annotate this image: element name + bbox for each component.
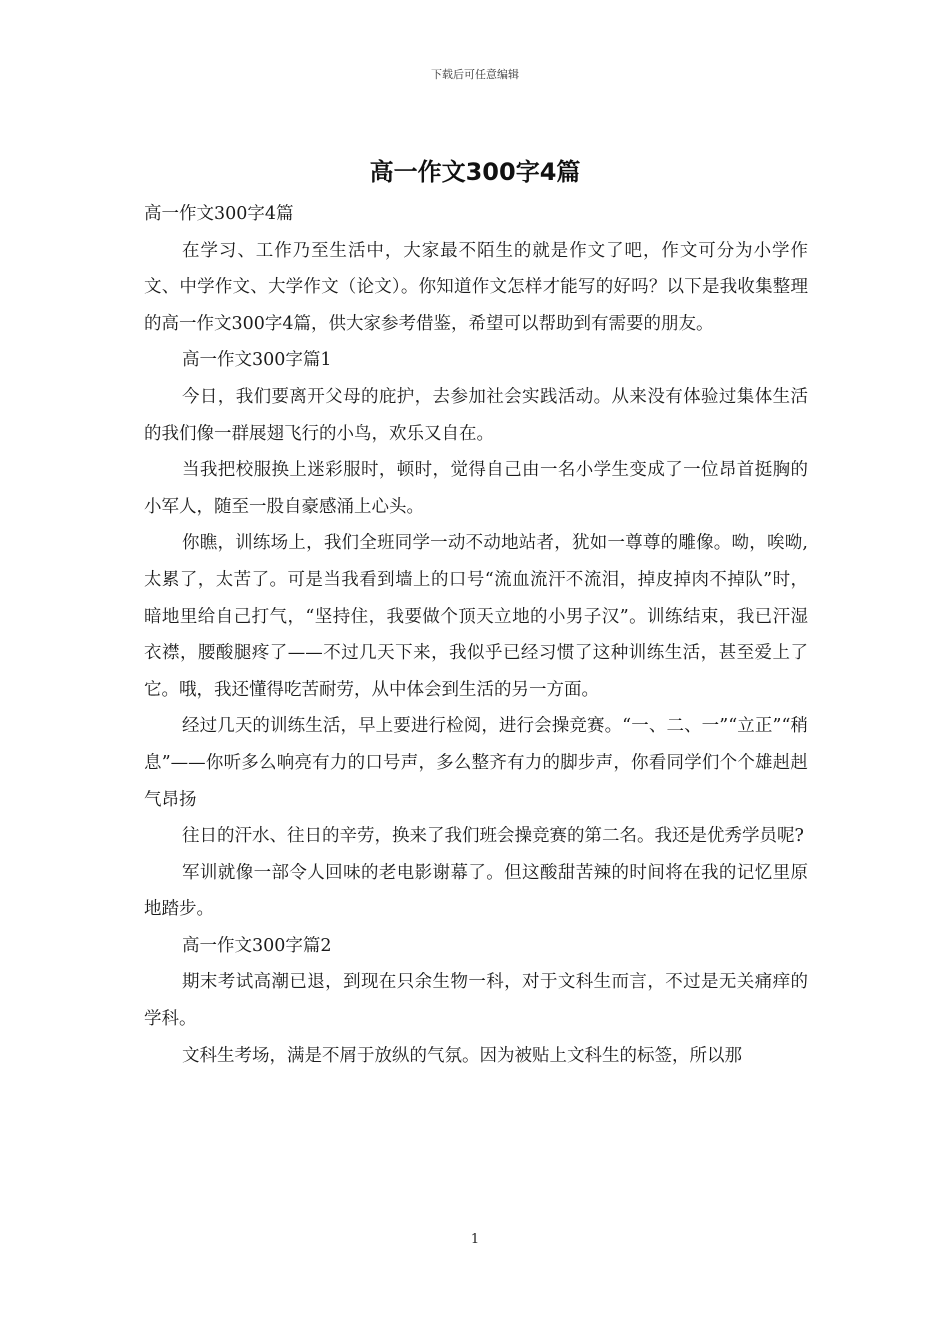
section-heading-2: 高一作文300字篇2 xyxy=(182,935,332,956)
body-paragraph: 军训就像一部令人回味的老电影谢幕了。但这酸甜苦辣的时间将在我的记忆里原地踏步。 xyxy=(144,862,808,920)
section-heading-1: 高一作文300字篇1 xyxy=(182,350,332,371)
body-paragraph: 文科生考场，满是不屑于放纵的气氛。因为被贴上文科生的标签，所以那 xyxy=(182,1045,742,1066)
body-paragraph: 期末考试高潮已退，到现在只余生物一科，对于文科生而言，不过是无关痛痒的学科。 xyxy=(144,972,808,1030)
subtitle-paragraph: 高一作文300字4篇 xyxy=(144,204,294,224)
document-title: 高一作文300字4篇 xyxy=(369,158,581,186)
body-paragraph: 经过几天的训练生活，早上要进行检阅，进行会操竞赛。“一、二、一”“立正”“稍息”——你听多么响亮有力的口号声，多么整齐有力的脚步声，你看同学们个个雄赳赳气昂扬 xyxy=(144,716,808,810)
document-body xyxy=(144,196,808,1074)
body-paragraph: 往日的汗水、往日的辛劳，换来了我们班会操竞赛的第二名。我还是优秀学员呢? xyxy=(182,826,804,847)
body-paragraph: 今日，我们要离开父母的庇护，去参加社会实践活动。从来没有体验过集体生活的我们像一群展翅飞行的小鸟，欢乐又自在。 xyxy=(144,386,808,444)
page-header: 下载后可任意编辑 xyxy=(431,68,519,81)
intro-paragraph: 在学习、工作乃至生活中，大家最不陌生的就是作文了吧，作文可分为小学作文、中学作文、大学作文（论文）。你知道作文怎样才能写的好吗？以下是我收集整理的高一作文300字4篇，供大家参考借鉴，希望可以帮助到有需要的朋友。 xyxy=(144,240,808,334)
page-number: 1 xyxy=(470,1232,480,1247)
body-paragraph: 你瞧，训练场上，我们全班同学一动不动地站者，犹如一尊尊的雕像。呦，唉呦,太累了，太苦了。可是当我看到墙上的口号“流血流汗不流泪，掉皮掉肉不掉队”时，暗地里给自己打气，“坚持住，我要做个顶天立地的小男子汉”。训练结束，我已汗湿衣襟，腰酸腿疼了——不过几天下来，我似乎已经习惯了这种训练生活，甚至爱上了它。哦，我还懂得吃苦耐劳，从中体会到生活的另一方面。 xyxy=(144,533,808,700)
body-paragraph: 当我把校服换上迷彩服时，顿时，觉得自己由一名小学生变成了一位昂首挺胸的小军人，随至一股自豪感涌上心头。 xyxy=(144,460,808,517)
